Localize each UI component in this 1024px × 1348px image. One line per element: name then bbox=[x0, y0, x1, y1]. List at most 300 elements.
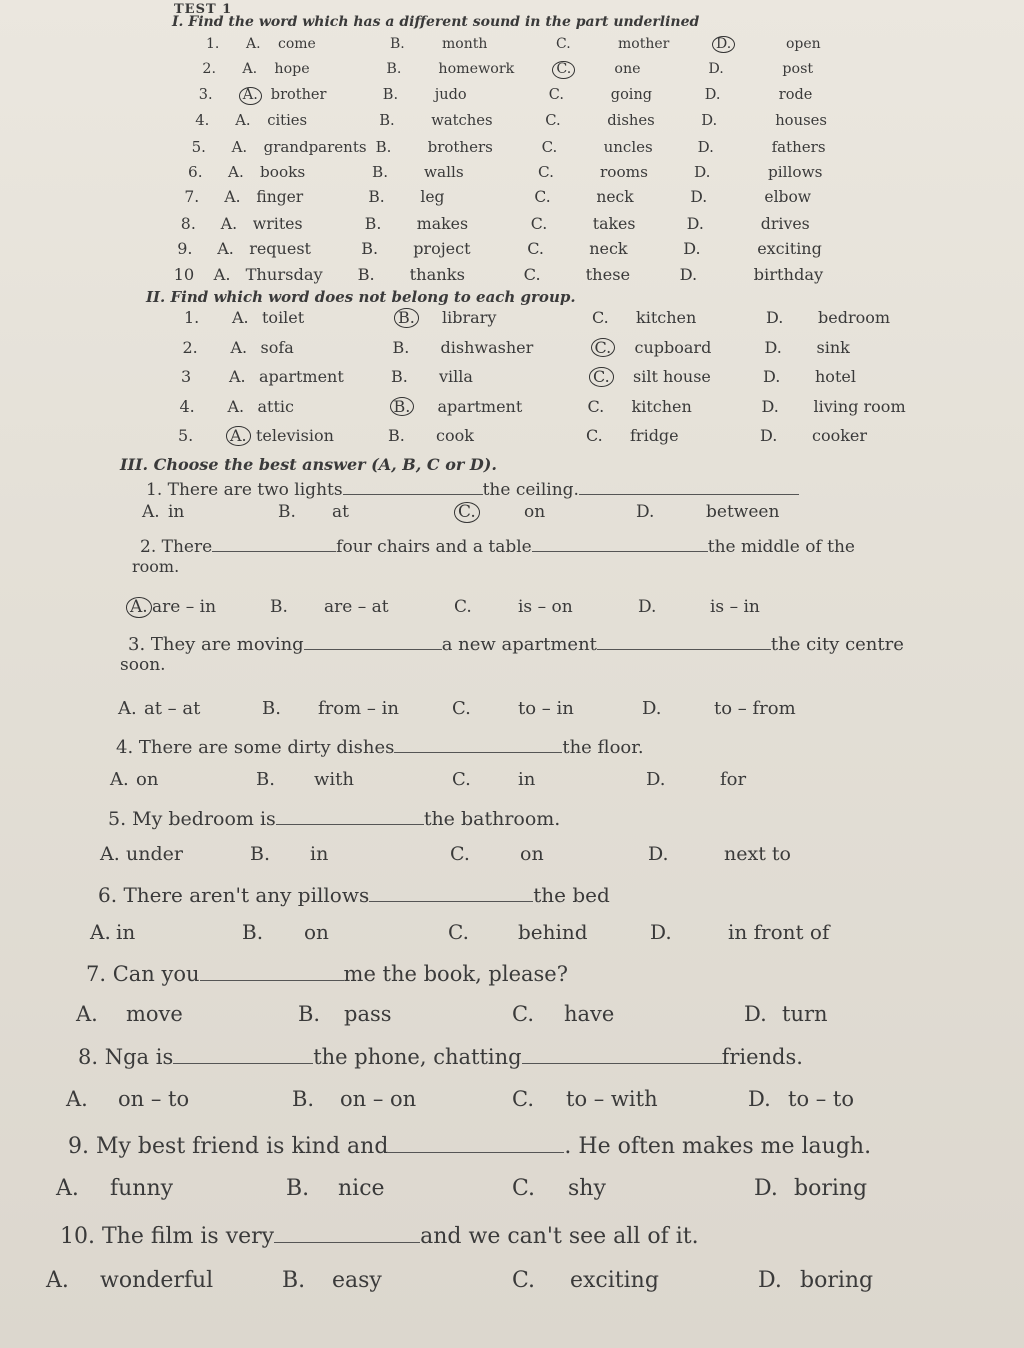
q5-option-d-letter: D. bbox=[648, 843, 669, 865]
s1-option-b-letter: B. bbox=[372, 163, 389, 181]
s2-option-c-letter: C. bbox=[592, 308, 609, 327]
s1-option-d[interactable] bbox=[704, 86, 813, 103]
s1-option-a-word: writes bbox=[252, 213, 303, 233]
q6-option-a[interactable] bbox=[90, 920, 136, 944]
s1-option-b-word: watches bbox=[431, 112, 493, 130]
s2-option-c[interactable] bbox=[591, 337, 712, 358]
s2-option-d[interactable] bbox=[766, 308, 891, 327]
s1-option-c-word: uncles bbox=[603, 137, 653, 156]
s1-row-number: 6. bbox=[188, 163, 203, 181]
s1-row-number: 4. bbox=[195, 112, 210, 130]
s2-option-c-word: silt house bbox=[633, 367, 711, 386]
s2-option-c[interactable] bbox=[589, 367, 711, 387]
s2-option-a[interactable] bbox=[230, 337, 294, 357]
q6-option-b-word: on bbox=[304, 920, 329, 944]
s1-option-c-letter: C. bbox=[541, 137, 558, 156]
s1-option-d[interactable] bbox=[690, 188, 812, 207]
s1-option-a-word: finger bbox=[256, 188, 304, 207]
s1-option-b-letter: B. bbox=[375, 137, 392, 156]
s1-row-number: 7. bbox=[184, 188, 200, 207]
s1-option-d[interactable] bbox=[708, 61, 814, 78]
q8-option-d-word: to – to bbox=[788, 1087, 855, 1111]
q6-option-a-letter: A. bbox=[90, 920, 111, 944]
s2-option-d-letter: D. bbox=[760, 426, 778, 445]
question-9 bbox=[68, 1130, 871, 1159]
q7-option-a-letter: A. bbox=[76, 1002, 98, 1026]
question-continuation: room. bbox=[132, 557, 180, 576]
answer-blank[interactable] bbox=[343, 477, 483, 495]
question-stem-end: friends. bbox=[721, 1045, 803, 1069]
s1-option-a[interactable] bbox=[246, 36, 316, 52]
question-7 bbox=[86, 959, 568, 986]
s1-option-d[interactable] bbox=[679, 264, 824, 284]
answer-blank[interactable] bbox=[394, 734, 562, 753]
question-stem: 5. My bedroom is bbox=[108, 808, 276, 830]
q9-option-a-word: funny bbox=[110, 1176, 174, 1201]
question-stem-cont: the phone, chatting bbox=[313, 1045, 522, 1069]
s2-option-b-letter: B. bbox=[388, 426, 405, 445]
question-6 bbox=[98, 881, 610, 907]
s2-option-b[interactable] bbox=[394, 308, 497, 328]
s1-option-a-letter: A. bbox=[239, 87, 262, 105]
s1-option-d-letter: D. bbox=[697, 137, 714, 156]
section2-heading: II. Find which word does not belong to each group. bbox=[146, 288, 576, 306]
q3-option-a[interactable] bbox=[118, 698, 201, 719]
s1-option-d-letter: D. bbox=[694, 163, 711, 181]
q2-option-b-word: are – at bbox=[324, 597, 389, 617]
s2-option-b-word: cook bbox=[436, 426, 474, 445]
s1-option-a[interactable] bbox=[239, 86, 327, 105]
q3-option-c-word: to – in bbox=[518, 698, 574, 719]
q1-option-d[interactable] bbox=[636, 502, 780, 522]
s2-option-a[interactable] bbox=[226, 426, 334, 446]
q2-option-d-word: is – in bbox=[710, 597, 760, 617]
s2-option-c[interactable] bbox=[592, 308, 697, 327]
question-8 bbox=[78, 1042, 803, 1069]
question-stem-cont: the bed bbox=[533, 883, 610, 907]
q5-option-d-word: next to bbox=[724, 843, 791, 865]
s1-option-b-letter: B. bbox=[364, 213, 382, 233]
q10-option-d[interactable] bbox=[758, 1268, 874, 1293]
q9-option-d-letter: D. bbox=[754, 1176, 778, 1201]
q3-option-c-letter: C. bbox=[452, 698, 471, 719]
q5-option-a-letter: A. bbox=[100, 843, 120, 865]
s1-option-d-word: post bbox=[782, 61, 814, 78]
q1-option-b[interactable] bbox=[278, 502, 349, 522]
q3-option-b-word: from – in bbox=[318, 698, 399, 719]
q9-option-d[interactable] bbox=[754, 1176, 868, 1201]
s2-option-b[interactable] bbox=[391, 367, 473, 386]
q3-option-c[interactable] bbox=[452, 698, 574, 719]
q4-option-c-word: in bbox=[518, 769, 536, 790]
q8-option-b-letter: B. bbox=[292, 1087, 315, 1111]
s1-option-d[interactable] bbox=[694, 163, 823, 181]
q8-option-d-letter: D. bbox=[748, 1087, 771, 1111]
s1-option-c-word: neck bbox=[589, 239, 628, 259]
question-2 bbox=[140, 534, 855, 557]
question-4 bbox=[116, 734, 644, 758]
q1-option-b-letter: B. bbox=[278, 502, 296, 522]
s1-option-c-letter: C. bbox=[556, 36, 571, 52]
answer-blank[interactable] bbox=[304, 631, 442, 650]
answer-blank[interactable] bbox=[173, 1042, 313, 1064]
q10-option-a[interactable] bbox=[46, 1268, 214, 1293]
s2-option-b-letter: B. bbox=[390, 397, 415, 417]
s2-option-c[interactable] bbox=[586, 426, 679, 445]
s2-option-b[interactable] bbox=[388, 426, 474, 445]
s1-option-d-letter: D. bbox=[701, 112, 718, 130]
s1-option-b-word: month bbox=[442, 36, 488, 52]
s1-option-d-letter: D. bbox=[686, 213, 704, 233]
q5-option-a-word: under bbox=[126, 843, 183, 865]
s1-option-c[interactable] bbox=[541, 137, 653, 156]
s2-option-d[interactable] bbox=[763, 367, 856, 386]
q1-option-c[interactable] bbox=[454, 502, 546, 523]
s1-option-d[interactable] bbox=[683, 239, 822, 259]
s2-option-d[interactable] bbox=[760, 426, 868, 445]
question-stem-cont: the ceiling. bbox=[482, 480, 579, 500]
s2-option-d[interactable] bbox=[764, 337, 850, 357]
q4-option-b[interactable] bbox=[256, 769, 354, 790]
s1-option-c[interactable] bbox=[538, 163, 648, 181]
q4-option-c-letter: C. bbox=[452, 769, 471, 790]
s1-option-b[interactable] bbox=[361, 239, 471, 259]
q2-option-c-letter: C. bbox=[454, 597, 472, 617]
question-stem: 1. There are two lights bbox=[146, 480, 343, 500]
s1-option-c-word: mother bbox=[618, 36, 670, 52]
q4-option-a-letter: A. bbox=[110, 769, 129, 790]
s1-option-a[interactable] bbox=[224, 188, 304, 207]
q2-option-c-word: is – on bbox=[518, 597, 573, 617]
s1-option-a-letter: A. bbox=[231, 137, 248, 156]
q2-option-b[interactable] bbox=[270, 597, 389, 617]
q3-option-b-letter: B. bbox=[262, 698, 281, 719]
s2-option-d-letter: D. bbox=[761, 396, 779, 416]
q4-option-a[interactable] bbox=[110, 769, 159, 790]
answer-blank[interactable] bbox=[200, 959, 344, 981]
q1-option-c-letter: C. bbox=[454, 502, 480, 523]
s1-option-b-word: walls bbox=[424, 163, 464, 181]
s1-option-c-word: takes bbox=[592, 213, 636, 233]
s1-option-a-letter: A. bbox=[220, 213, 238, 233]
answer-blank[interactable] bbox=[388, 1130, 564, 1153]
s2-option-c-word: fridge bbox=[630, 426, 679, 445]
s2-option-b-letter: B. bbox=[391, 367, 408, 386]
s2-option-c-letter: C. bbox=[589, 367, 614, 387]
q9-option-b-word: nice bbox=[338, 1176, 385, 1201]
s1-option-c[interactable] bbox=[534, 188, 634, 207]
s1-option-d[interactable] bbox=[686, 213, 810, 233]
question-10 bbox=[60, 1220, 699, 1249]
s1-option-c[interactable] bbox=[556, 36, 670, 52]
s1-option-a-word: come bbox=[278, 36, 316, 52]
s1-option-b-word: homework bbox=[438, 61, 515, 78]
q1-option-a-letter: A. bbox=[142, 502, 160, 522]
s2-option-c-word: kitchen bbox=[636, 308, 697, 327]
q1-option-d-word: between bbox=[706, 502, 780, 522]
q6-option-d[interactable] bbox=[650, 920, 830, 944]
s1-option-b[interactable] bbox=[375, 137, 493, 156]
s1-option-a[interactable] bbox=[235, 112, 308, 130]
s1-option-c-letter: C. bbox=[527, 239, 544, 259]
question-stem: 4. There are some dirty dishes bbox=[116, 737, 395, 758]
s1-option-b[interactable] bbox=[386, 61, 515, 78]
q8-option-b-word: on – on bbox=[340, 1087, 417, 1111]
s1-option-b[interactable] bbox=[368, 188, 445, 207]
q7-option-d-letter: D. bbox=[744, 1002, 767, 1026]
s2-row-number: 5. bbox=[178, 426, 194, 445]
s1-option-c[interactable] bbox=[552, 61, 641, 79]
s2-option-d-word: bedroom bbox=[818, 308, 891, 327]
s2-option-b-letter: B. bbox=[392, 337, 410, 357]
q1-option-c-word: on bbox=[524, 502, 546, 522]
q6-option-c[interactable] bbox=[448, 920, 588, 944]
q4-option-d-letter: D. bbox=[646, 769, 666, 790]
s1-option-d-word: drives bbox=[760, 213, 810, 233]
s2-option-a-word: sofa bbox=[260, 337, 294, 357]
answer-blank-2[interactable] bbox=[579, 477, 799, 495]
s2-option-a-letter: A. bbox=[226, 426, 251, 446]
s2-option-a[interactable] bbox=[227, 396, 294, 416]
s1-row-number: 8. bbox=[180, 213, 196, 233]
s2-option-d-letter: D. bbox=[764, 337, 782, 357]
s2-option-b[interactable] bbox=[392, 337, 534, 357]
s2-option-d-word: cooker bbox=[812, 426, 868, 445]
s2-option-a-letter: A. bbox=[229, 367, 246, 386]
s1-option-a[interactable] bbox=[242, 61, 310, 78]
question-stem: 6. There aren't any pillows bbox=[98, 883, 370, 907]
test-title: TEST 1 bbox=[174, 2, 233, 17]
s2-row-number: 3 bbox=[181, 367, 192, 386]
s1-option-c[interactable] bbox=[527, 239, 628, 259]
s1-option-a[interactable] bbox=[217, 239, 311, 259]
s1-option-c-word: rooms bbox=[600, 163, 648, 181]
q4-option-a-word: on bbox=[136, 769, 159, 790]
question-stem-cont: me the book, please? bbox=[343, 962, 568, 986]
q10-option-d-letter: D. bbox=[758, 1268, 782, 1293]
q5-option-c-letter: C. bbox=[450, 843, 470, 865]
q8-option-b[interactable] bbox=[292, 1087, 417, 1111]
answer-blank-2[interactable] bbox=[522, 1042, 722, 1064]
s1-option-c[interactable] bbox=[545, 112, 655, 130]
answer-blank[interactable] bbox=[274, 1220, 420, 1243]
s1-option-b[interactable] bbox=[379, 112, 493, 130]
s1-option-a-word: books bbox=[260, 163, 306, 181]
q6-option-c-word: behind bbox=[518, 920, 588, 944]
s1-option-c[interactable] bbox=[523, 264, 631, 284]
s2-option-c-word: kitchen bbox=[631, 396, 692, 416]
s2-row-number: 2. bbox=[182, 337, 198, 357]
s1-option-d[interactable] bbox=[697, 137, 826, 156]
s1-option-a-letter: A. bbox=[224, 188, 241, 207]
s1-option-c-word: one bbox=[614, 61, 641, 78]
s1-option-a[interactable] bbox=[213, 264, 323, 284]
s2-option-c-letter: C. bbox=[586, 426, 603, 445]
s1-option-c-letter: C. bbox=[538, 163, 554, 181]
s2-option-a[interactable] bbox=[232, 308, 305, 327]
s1-option-a-word: grandparents bbox=[263, 137, 367, 156]
s2-option-b-word: apartment bbox=[437, 396, 523, 416]
s2-option-b-word: dishwasher bbox=[440, 337, 534, 357]
question-stem-cont: and we can't see all of it. bbox=[420, 1224, 699, 1249]
q6-option-d-word: in front of bbox=[728, 920, 830, 944]
q8-option-d[interactable] bbox=[748, 1087, 855, 1111]
q5-option-d[interactable] bbox=[648, 843, 791, 865]
q10-option-b-letter: B. bbox=[282, 1268, 306, 1293]
q5-option-a[interactable] bbox=[100, 843, 183, 865]
q9-option-b-letter: B. bbox=[286, 1176, 310, 1201]
q3-option-a-letter: A. bbox=[118, 698, 137, 719]
s1-option-b-word: thanks bbox=[409, 264, 465, 284]
answer-blank[interactable] bbox=[276, 805, 424, 825]
q4-option-d[interactable] bbox=[646, 769, 747, 790]
s2-option-b[interactable] bbox=[390, 396, 523, 417]
q3-option-b[interactable] bbox=[262, 698, 399, 719]
s1-option-a-letter: A. bbox=[228, 163, 244, 181]
s2-option-c[interactable] bbox=[587, 396, 692, 416]
q6-option-b[interactable] bbox=[242, 920, 329, 944]
s2-option-d[interactable] bbox=[761, 396, 906, 416]
s1-option-c-letter: C. bbox=[548, 86, 564, 103]
q3-option-a-word: at – at bbox=[144, 698, 201, 719]
q1-option-a-word: in bbox=[168, 502, 185, 522]
question-stem: 10. The film is very bbox=[60, 1224, 275, 1249]
s2-row-number: 1. bbox=[184, 308, 200, 327]
q6-option-a-word: in bbox=[116, 920, 136, 944]
s2-option-d-letter: D. bbox=[763, 367, 781, 386]
question-stem-cont: . He often makes me laugh. bbox=[564, 1134, 872, 1159]
q2-option-a[interactable] bbox=[126, 597, 217, 618]
q7-option-b-word: pass bbox=[344, 1002, 392, 1026]
q7-option-a[interactable] bbox=[76, 1002, 183, 1026]
q3-option-d[interactable] bbox=[642, 698, 796, 719]
q1-option-d-letter: D. bbox=[636, 502, 655, 522]
s1-option-b[interactable] bbox=[357, 264, 465, 284]
s2-row-number: 4. bbox=[179, 396, 195, 416]
s1-option-a[interactable] bbox=[231, 137, 367, 156]
s1-option-b-word: judo bbox=[434, 86, 467, 103]
q5-option-b[interactable] bbox=[250, 843, 329, 865]
s1-option-d-word: birthday bbox=[753, 264, 824, 284]
q7-option-b[interactable] bbox=[298, 1002, 392, 1026]
q8-option-c-letter: C. bbox=[512, 1087, 534, 1111]
answer-blank-2[interactable] bbox=[597, 631, 771, 650]
q7-option-d-word: turn bbox=[782, 1002, 828, 1026]
s1-option-c-letter: C. bbox=[552, 61, 575, 79]
s1-option-c[interactable] bbox=[530, 213, 636, 233]
s2-option-d-word: living room bbox=[813, 396, 906, 416]
q6-option-b-letter: B. bbox=[242, 920, 264, 944]
q10-option-a-letter: A. bbox=[46, 1268, 69, 1293]
s1-option-b-word: makes bbox=[416, 213, 469, 233]
question-stem-cont: a new apartment bbox=[441, 634, 597, 655]
q10-option-c-letter: C. bbox=[512, 1268, 536, 1293]
q10-option-c-word: exciting bbox=[570, 1268, 659, 1293]
question-stem: 3. They are moving bbox=[128, 634, 304, 655]
s1-option-d-word: fathers bbox=[771, 137, 826, 156]
question-continuation: soon. bbox=[120, 655, 166, 675]
q8-option-c[interactable] bbox=[512, 1087, 658, 1111]
s1-option-b[interactable] bbox=[390, 36, 488, 52]
q3-option-d-letter: D. bbox=[642, 698, 662, 719]
q4-option-c[interactable] bbox=[452, 769, 536, 790]
s2-option-d-word: hotel bbox=[815, 367, 856, 386]
q10-option-c[interactable] bbox=[512, 1268, 659, 1293]
s1-option-b-letter: B. bbox=[357, 264, 375, 284]
s1-row-number: 5. bbox=[191, 137, 206, 156]
q7-option-c-letter: C. bbox=[512, 1002, 534, 1026]
q2-option-c[interactable] bbox=[454, 597, 573, 617]
s1-option-d[interactable] bbox=[701, 112, 827, 130]
s1-option-b-word: project bbox=[413, 239, 471, 259]
s1-option-a[interactable] bbox=[228, 163, 306, 181]
q7-option-c[interactable] bbox=[512, 1002, 615, 1026]
s2-option-c-letter: C. bbox=[587, 396, 605, 416]
q2-option-a-letter: A. bbox=[126, 597, 152, 618]
question-stem: 7. Can you bbox=[86, 962, 200, 986]
s1-option-a-word: request bbox=[249, 239, 311, 259]
s1-option-b[interactable] bbox=[372, 163, 464, 181]
s1-option-d[interactable] bbox=[712, 36, 821, 53]
s1-option-a[interactable] bbox=[220, 213, 303, 233]
q9-option-a[interactable] bbox=[56, 1176, 174, 1201]
q5-option-c-word: on bbox=[520, 843, 544, 865]
question-stem-cont: four chairs and a table bbox=[336, 537, 532, 557]
q8-option-a[interactable] bbox=[66, 1087, 190, 1111]
q7-option-b-letter: B. bbox=[298, 1002, 321, 1026]
q10-option-a-word: wonderful bbox=[100, 1268, 214, 1293]
s1-option-b[interactable] bbox=[364, 213, 469, 233]
s1-option-d-letter: D. bbox=[679, 264, 698, 284]
q5-option-c[interactable] bbox=[450, 843, 544, 865]
s1-option-a-letter: A. bbox=[235, 112, 251, 130]
s1-option-c-word: these bbox=[585, 264, 631, 284]
q7-option-c-word: have bbox=[564, 1002, 615, 1026]
s1-option-a-word: hope bbox=[274, 61, 310, 78]
q9-option-c[interactable] bbox=[512, 1176, 606, 1201]
section1-heading: I. Find the word which has a different sound in the part underlined bbox=[172, 14, 700, 30]
q6-option-c-letter: C. bbox=[448, 920, 469, 944]
q10-option-b-word: easy bbox=[332, 1268, 382, 1293]
q1-option-b-word: at bbox=[332, 502, 349, 522]
q9-option-b[interactable] bbox=[286, 1176, 385, 1201]
s1-row-number: 10 bbox=[173, 264, 195, 284]
s1-option-d-letter: D. bbox=[683, 239, 701, 259]
s1-option-b-letter: B. bbox=[379, 112, 395, 130]
s1-option-d-word: houses bbox=[775, 112, 827, 130]
s1-option-c-letter: C. bbox=[534, 188, 551, 207]
q2-option-d[interactable] bbox=[638, 597, 760, 617]
s2-option-a[interactable] bbox=[229, 367, 344, 386]
s1-option-d-letter: D. bbox=[690, 188, 708, 207]
s1-option-a-word: brother bbox=[270, 86, 327, 103]
s2-option-a-word: apartment bbox=[259, 367, 344, 386]
answer-blank[interactable] bbox=[212, 534, 336, 552]
s1-option-b[interactable] bbox=[382, 86, 467, 103]
q2-option-a-word: are – in bbox=[152, 597, 217, 617]
s1-option-b-word: brothers bbox=[427, 137, 493, 156]
s1-row-number: 9. bbox=[177, 239, 193, 259]
q10-option-b[interactable] bbox=[282, 1268, 382, 1293]
answer-blank-2[interactable] bbox=[532, 534, 708, 552]
s1-option-c[interactable] bbox=[548, 86, 653, 103]
q7-option-d[interactable] bbox=[744, 1002, 828, 1026]
answer-blank[interactable] bbox=[369, 881, 533, 902]
s2-option-a-letter: A. bbox=[232, 308, 249, 327]
question-stem: 8. Nga is bbox=[78, 1045, 174, 1069]
s1-option-d-word: exciting bbox=[757, 239, 822, 259]
q1-option-a[interactable] bbox=[142, 502, 185, 522]
